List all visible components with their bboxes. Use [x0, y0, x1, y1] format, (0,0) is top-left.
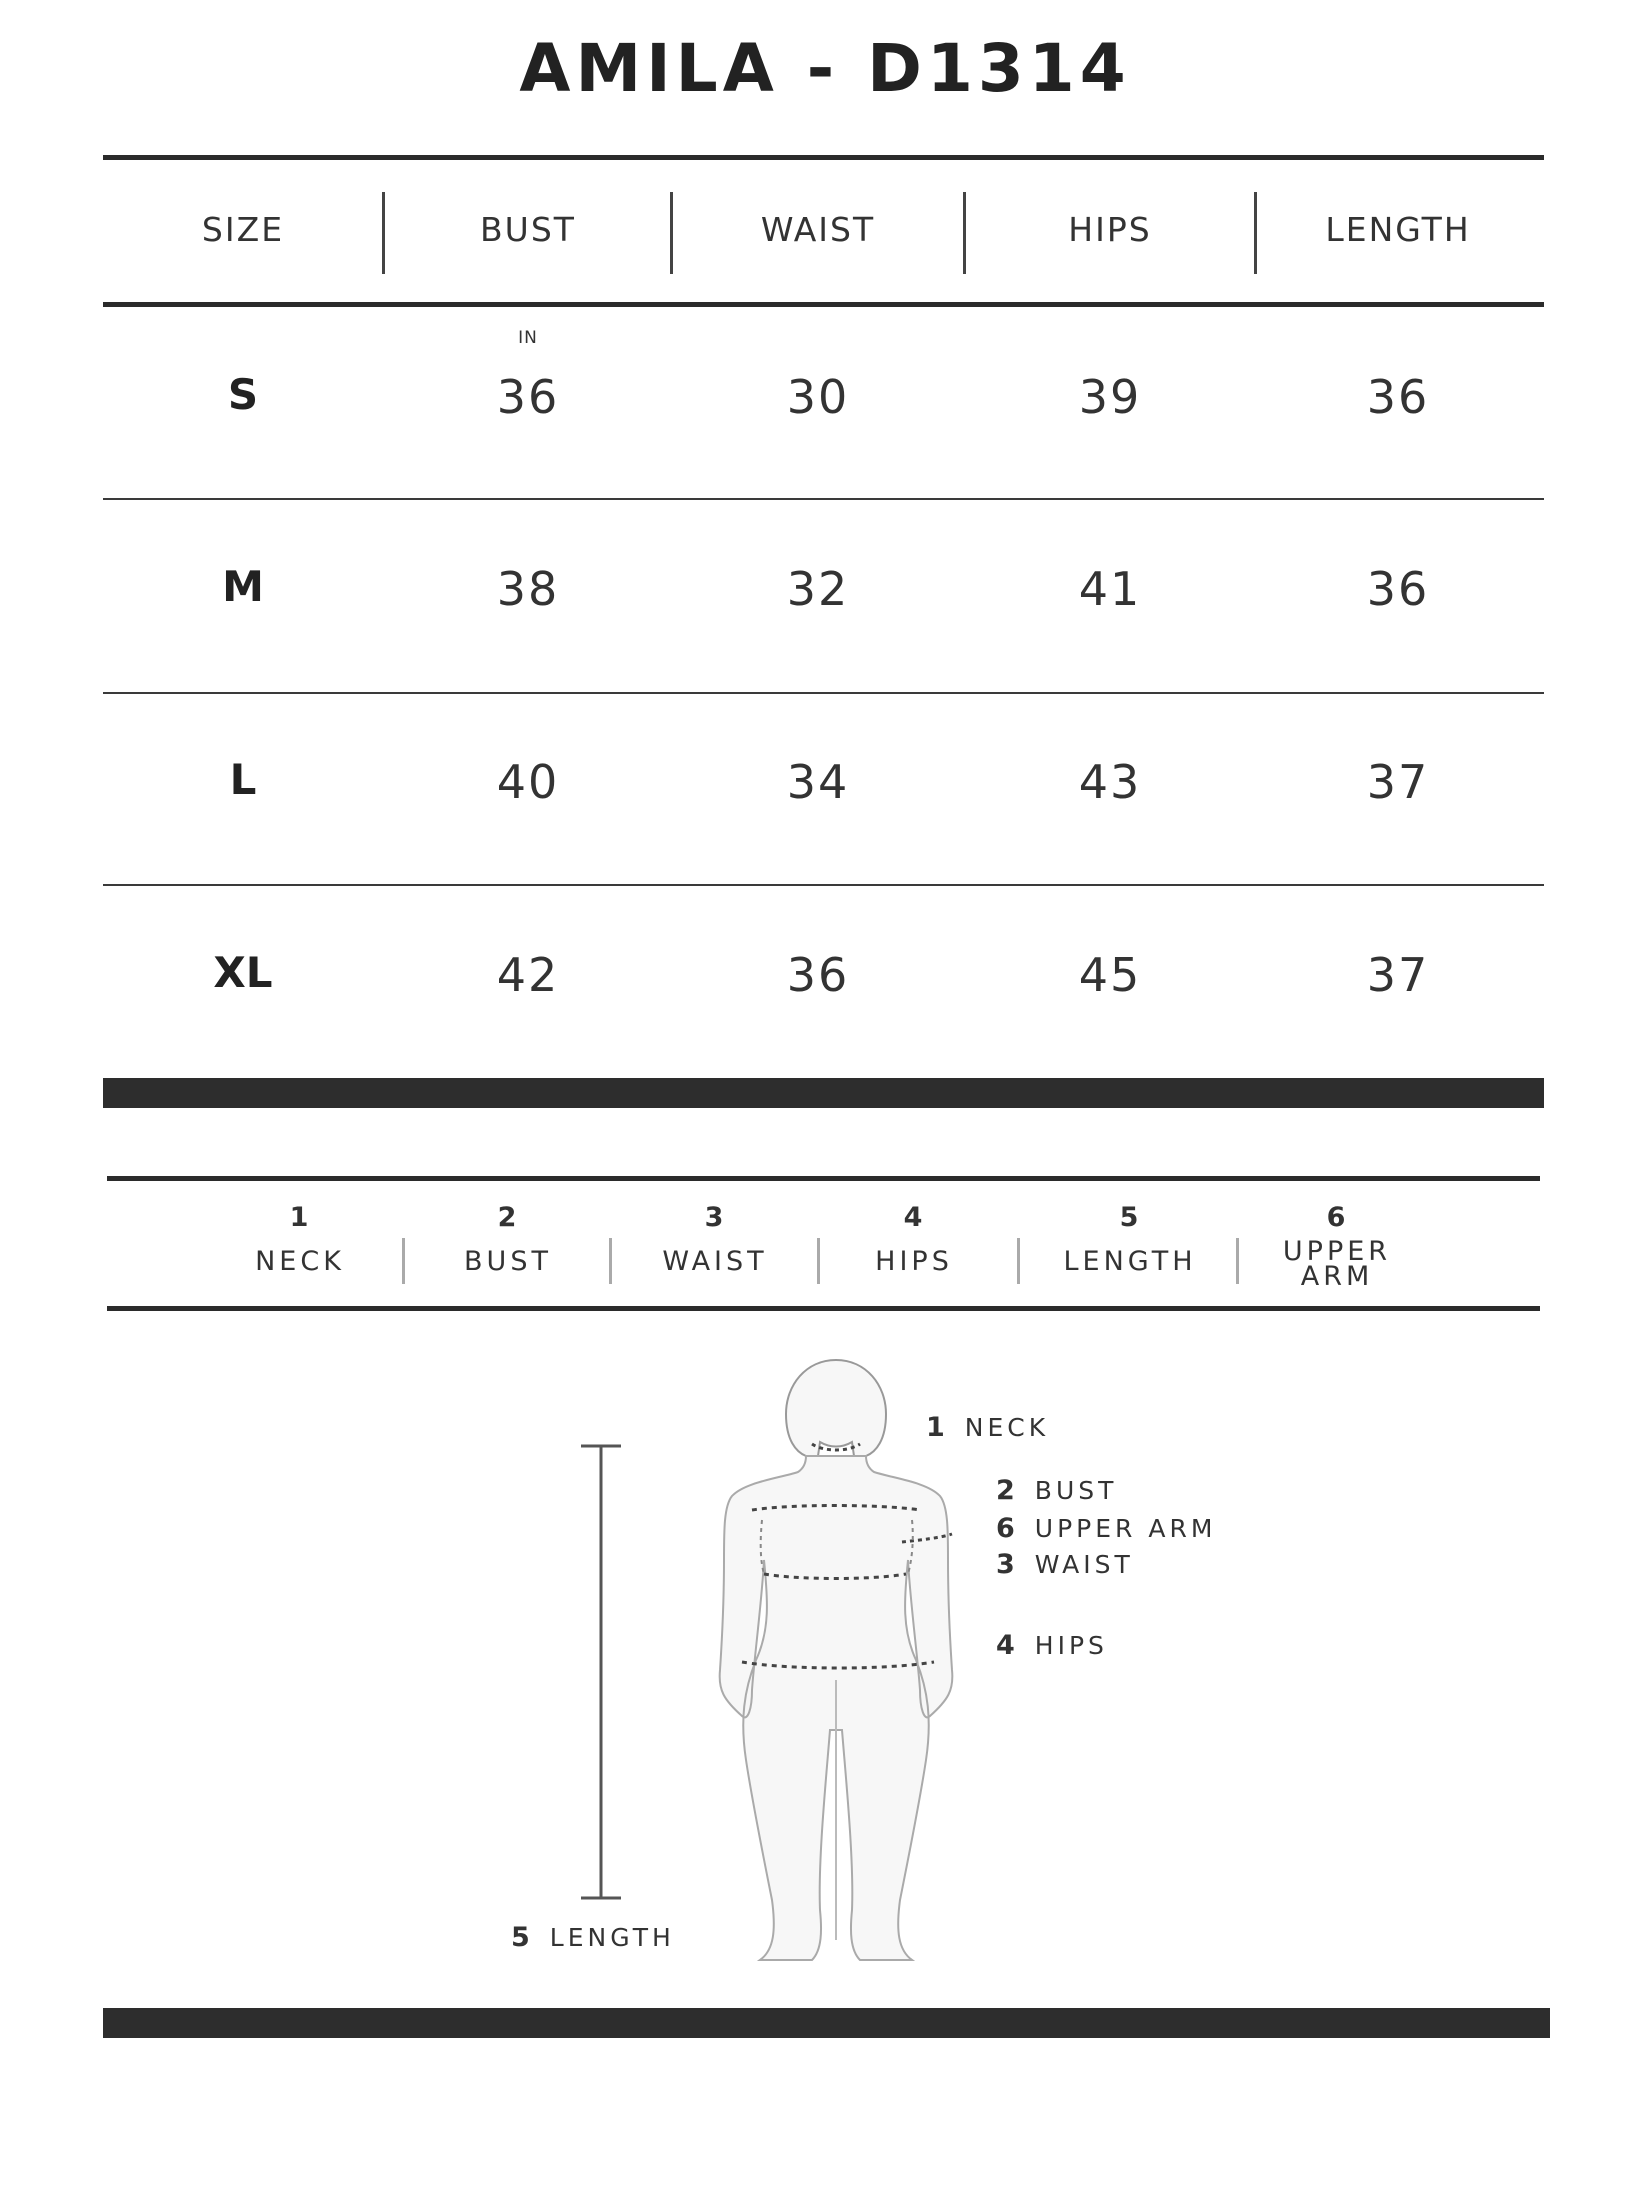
- size-cell: L: [229, 755, 257, 804]
- key-label: UPPER ARM: [1282, 1236, 1392, 1292]
- header-top-rule: [103, 155, 1544, 160]
- figure-label-number: 5: [511, 1922, 534, 1953]
- header-hips: HIPS: [1068, 210, 1152, 249]
- key-item-waist: [633, 1202, 797, 1277]
- row-divider: [103, 884, 1544, 886]
- waist-cell: 34: [786, 755, 850, 809]
- header-waist: WAIST: [760, 210, 876, 249]
- table-row: [0, 562, 1650, 622]
- key-item-bust: [428, 1202, 588, 1277]
- key-number: 2: [497, 1202, 519, 1233]
- bust-cell: 38: [496, 562, 560, 616]
- bust-cell: 42: [496, 948, 560, 1002]
- waist-cell: 36: [786, 948, 850, 1002]
- figure-label-text: UPPER ARM: [1034, 1514, 1217, 1543]
- key-divider: [817, 1238, 820, 1284]
- figure-label-number: 6: [996, 1513, 1019, 1544]
- row-divider: [103, 692, 1544, 694]
- key-number: 1: [289, 1202, 311, 1233]
- bust-cell: 40: [496, 755, 560, 809]
- length-cell: 36: [1366, 562, 1430, 616]
- header-bust: BUST: [480, 210, 576, 249]
- waist-cell: 30: [786, 370, 850, 424]
- length-cell: 36: [1366, 370, 1430, 424]
- header-bottom-rule: [103, 302, 1544, 307]
- key-number: 3: [704, 1202, 726, 1233]
- key-divider: [402, 1238, 405, 1284]
- key-label: BUST: [464, 1246, 552, 1277]
- key-divider: [1017, 1238, 1020, 1284]
- figure-label-hips: [996, 1630, 1108, 1661]
- figure-label-text: NECK: [964, 1413, 1050, 1442]
- body-silhouette: [0, 1330, 1650, 2010]
- header-divider: [670, 192, 673, 274]
- figure-label-text: HIPS: [1034, 1631, 1108, 1660]
- table-bottom-bar: [103, 1078, 1544, 1108]
- key-label: LENGTH: [1063, 1246, 1197, 1277]
- header-size: SIZE: [201, 210, 285, 249]
- size-cell: M: [222, 562, 264, 611]
- table-row: [0, 755, 1650, 815]
- header-divider: [1254, 192, 1257, 274]
- table-row: [0, 370, 1650, 430]
- header-length: LENGTH: [1325, 210, 1471, 249]
- length-cell: 37: [1366, 948, 1430, 1002]
- figure-label-waist: [996, 1549, 1134, 1580]
- figure-label-bust: [996, 1475, 1117, 1506]
- key-label: WAIST: [662, 1246, 768, 1277]
- unit-label: IN: [518, 328, 538, 348]
- figure-label-number: 4: [996, 1630, 1019, 1661]
- waist-cell: 32: [786, 562, 850, 616]
- key-label: HIPS: [875, 1246, 953, 1277]
- key-item-length: [1040, 1202, 1220, 1277]
- figure-label-text: WAIST: [1034, 1550, 1134, 1579]
- key-divider: [609, 1238, 612, 1284]
- key-number: 5: [1119, 1202, 1141, 1233]
- length-cell: 37: [1366, 755, 1430, 809]
- key-label: NECK: [255, 1246, 345, 1277]
- key-bottom-rule: [107, 1306, 1540, 1311]
- key-number: 4: [903, 1202, 925, 1233]
- figure-label-text: BUST: [1034, 1476, 1118, 1505]
- page-title: AMILA - D1314: [519, 30, 1131, 107]
- table-row: [0, 948, 1650, 1008]
- key-number: 6: [1326, 1202, 1348, 1233]
- size-cell: S: [227, 370, 259, 419]
- measurement-figure: [0, 1330, 1650, 2010]
- key-top-rule: [107, 1176, 1540, 1181]
- figure-label-number: 2: [996, 1475, 1019, 1506]
- hips-cell: 39: [1078, 370, 1142, 424]
- key-item-upper-arm: [1262, 1202, 1412, 1292]
- key-item-neck: [220, 1202, 380, 1277]
- figure-bottom-bar: [103, 2008, 1550, 2038]
- figure-label-length: [511, 1922, 675, 1953]
- header-divider: [382, 192, 385, 274]
- measurement-key: [0, 1170, 1650, 1320]
- figure-label-number: 1: [926, 1412, 949, 1443]
- figure-label-upper-arm: [996, 1513, 1216, 1544]
- header-divider: [963, 192, 966, 274]
- hips-cell: 45: [1078, 948, 1142, 1002]
- row-divider: [103, 498, 1544, 500]
- bust-cell: 36: [496, 370, 560, 424]
- key-item-hips: [834, 1202, 994, 1277]
- size-cell: XL: [213, 948, 273, 997]
- hips-cell: 43: [1078, 755, 1142, 809]
- figure-label-neck: [926, 1412, 1049, 1443]
- hips-cell: 41: [1078, 562, 1142, 616]
- key-divider: [1236, 1238, 1239, 1284]
- figure-label-text: LENGTH: [549, 1923, 675, 1952]
- figure-label-number: 3: [996, 1549, 1019, 1580]
